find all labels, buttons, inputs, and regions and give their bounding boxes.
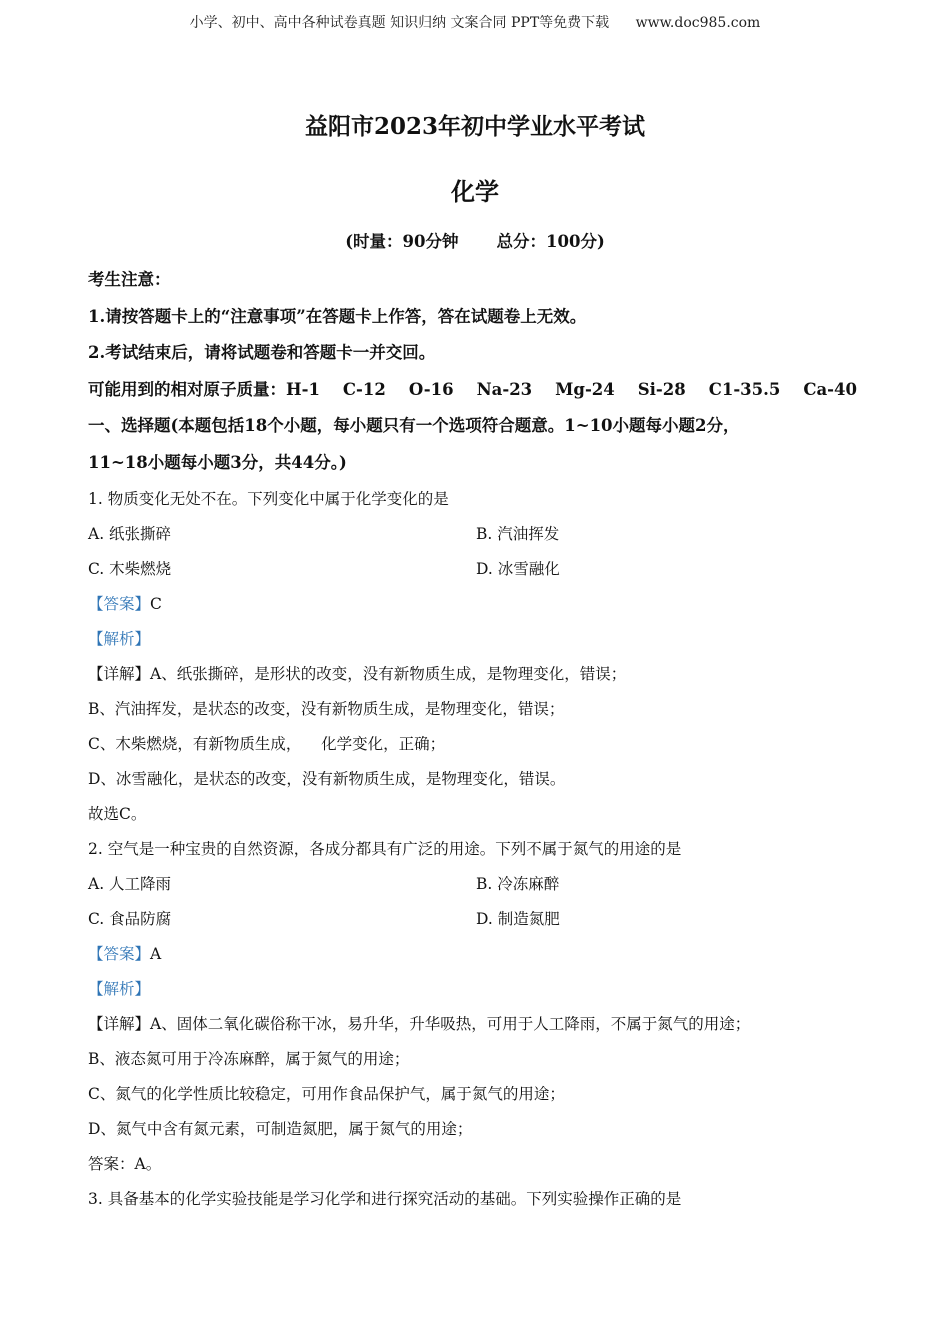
q2-option-b: B. 冷冻麻醉 xyxy=(476,874,560,893)
q1-detail-tag: 【详解】 xyxy=(88,664,151,683)
document-body xyxy=(88,262,878,1217)
header-site-link[interactable]: www.doc985.com xyxy=(635,15,761,31)
q1-answer-tag: 【答案】 xyxy=(88,594,151,613)
q1-detail-a xyxy=(88,657,878,692)
q1-detail-c: C、木柴燃烧，有新物质生成， 化学变化，正确； xyxy=(88,734,446,753)
q1-detail-a-text: A、纸张撕碎，是形状的改变，没有新物质生成，是物理变化，错误； xyxy=(150,664,627,683)
q1-option-d: D. 冰雪融化 xyxy=(476,559,560,578)
q2-conclusion: 答案：A。 xyxy=(88,1154,162,1173)
header-text: 小学、初中、高中各种试卷真题 知识归纳 文案合同 PPT等免费下载 xyxy=(189,15,610,31)
notice-heading: 考生注意： xyxy=(88,270,171,289)
q2-answer-tag: 【答案】 xyxy=(88,944,151,963)
exam-subject: 化学 xyxy=(451,177,499,206)
q1-option-c: C. 木柴燃烧 xyxy=(88,559,172,578)
q2-detail-d: D、氮气中含有氮元素，可制造氮肥，属于氮气的用途； xyxy=(88,1119,473,1138)
q2-stem: 2. 空气是一种宝贵的自然资源，各成分都具有广泛的用途。下列不属于氮气的用途的是 xyxy=(88,839,682,858)
exam-title: 益阳市2023年初中学业水平考试 xyxy=(304,113,645,140)
q2-detail-a-text: A、固体二氧化碳俗称干冰，易升华，升华吸热，可用于人工降雨，不属于氮气的用途； xyxy=(150,1014,751,1033)
q2-options-row-2 xyxy=(88,902,878,937)
q1-option-a: A. 纸张撕碎 xyxy=(88,524,172,543)
q1-answer-value: C xyxy=(150,594,162,613)
q2-analysis-tag: 【解析】 xyxy=(88,979,151,998)
q2-detail-c: C、氮气的化学性质比较稳定，可用作食品保护气，属于氮气的用途； xyxy=(88,1084,565,1103)
exam-duration xyxy=(0,228,950,252)
q2-answer xyxy=(88,937,878,972)
section-heading-line-2: 11~18小题每小题3分，共44分。) xyxy=(88,452,347,472)
q2-detail-a xyxy=(88,1007,878,1042)
notice-item-1: 1.请按答题卡上的“注意事项”在答题卡上作答，答在试题卷上无效。 xyxy=(88,306,587,326)
q1-analysis-tag: 【解析】 xyxy=(88,629,151,648)
notice-item-2: 2.考试结束后，请将试题卷和答题卡一并交回。 xyxy=(88,343,436,363)
section-heading-line-1: 一、选择题(本题包括18个小题，每小题只有一个选项符合题意。1~10小题每小题2分， xyxy=(88,416,740,436)
q3-stem: 3. 具备基本的化学实验技能是学习化学和进行探究活动的基础。下列实验操作正确的是 xyxy=(88,1189,682,1208)
page-header xyxy=(0,12,950,32)
q2-detail-tag: 【详解】 xyxy=(88,1014,151,1033)
q2-options-row-1 xyxy=(88,867,878,902)
q2-option-c: C. 食品防腐 xyxy=(88,909,172,928)
q1-options-row-1 xyxy=(88,517,878,552)
q2-option-a: A. 人工降雨 xyxy=(88,874,172,893)
q2-answer-value: A xyxy=(150,944,162,963)
q1-options-row-2 xyxy=(88,552,878,587)
exam-time: (时量：90分钟 xyxy=(345,232,459,251)
q1-detail-d: D、冰雪融化，是状态的改变，没有新物质生成，是物理变化，错误。 xyxy=(88,769,566,788)
q1-answer xyxy=(88,587,878,622)
q1-detail-b: B、汽油挥发，是状态的改变，没有新物质生成，是物理变化，错误； xyxy=(88,699,565,718)
q2-detail-b: B、液态氮可用于冷冻麻醉，属于氮气的用途； xyxy=(88,1049,410,1068)
q1-option-b: B. 汽油挥发 xyxy=(476,524,560,543)
atomic-masses: 可能用到的相对原子质量：H-1 C-12 O-16 Na-23 Mg-24 Si-28 C1-35.5 Ca-40 xyxy=(88,379,857,399)
q2-option-d: D. 制造氮肥 xyxy=(476,909,560,928)
q1-conclusion: 故选C。 xyxy=(88,804,147,823)
q1-stem: 1. 物质变化无处不在。下列变化中属于化学变化的是 xyxy=(88,489,449,508)
exam-score: 总分：100分) xyxy=(496,232,605,251)
